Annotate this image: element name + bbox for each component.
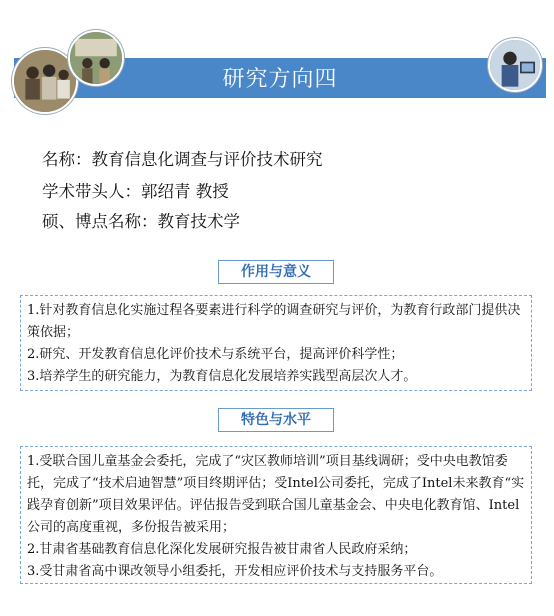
- list-item: 2.甘肃省基础教育信息化深化发展研究报告被甘肃省人民政府采纳；: [27, 542, 417, 557]
- classroom-photo-icon: [68, 30, 124, 86]
- research-name: 名称：教育信息化调查与评价技术研究: [42, 150, 323, 169]
- features-box: [20, 446, 532, 584]
- list-item: 1.针对教育信息化实施过程各要素进行科学的调查研究与评价，为教育行政部门提供决策依据；: [27, 303, 521, 340]
- list-item: 2.研究、开发教育信息化评价技术与系统平台，提高评价科学性；: [27, 347, 404, 362]
- section-header-significance: 作用与意义: [218, 260, 334, 284]
- page-title: 研究方向四: [222, 67, 338, 92]
- section-header-features: 特色与水平: [218, 408, 334, 432]
- academic-leader: 学术带头人：郭绍青 教授: [42, 182, 229, 201]
- list-item: 3.受甘肃省高中课改领导小组委托，开发相应评价技术与支持服务平台。: [27, 564, 443, 579]
- degree-program: 硕、博点名称：教育技术学: [42, 212, 240, 231]
- significance-box: [20, 295, 532, 391]
- list-item: 1.受联合国儿童基金会委托，完成了“灾区教师培训”项目基线调研；受中央电教馆委托，完成了“技术启迪智慧”项目终期评估；受Intel公司委托，完成了Intel未来教育“实践孕育创新”项目效果评估。评估报告受到联合国儿童基金会、中央电化教育馆、Intel公司的高度重视，多份报告被采用；: [27, 454, 525, 535]
- list-item: 3.培养学生的研究能力，为教育信息化发展培养实践型高层次人才。: [27, 369, 417, 384]
- person-computer-photo-icon: [488, 38, 542, 92]
